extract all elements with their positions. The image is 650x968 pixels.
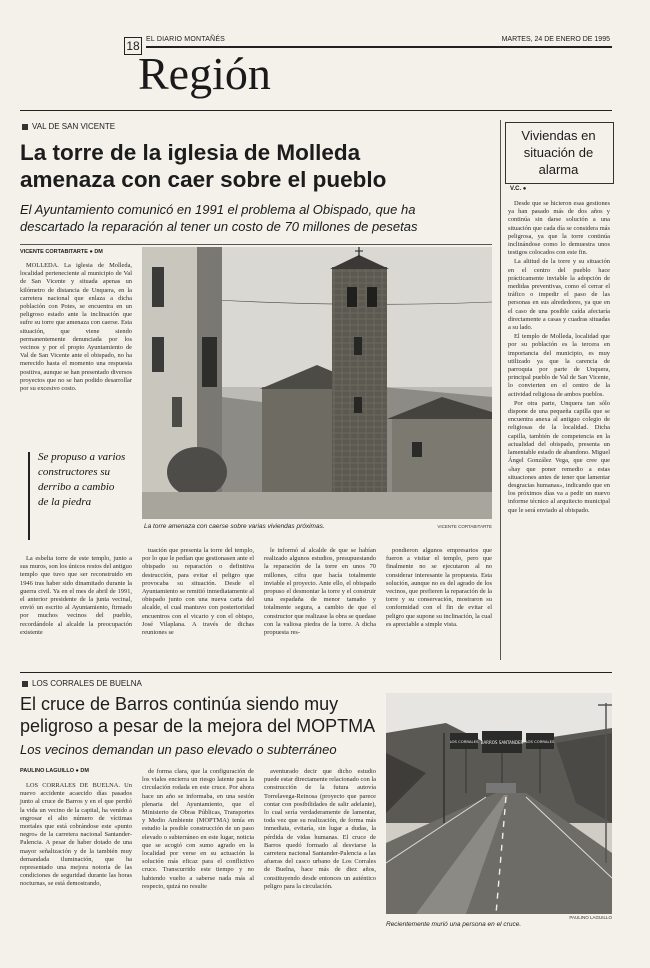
- kicker-square-icon: [22, 124, 28, 130]
- sign-left-label: LOS CORRALES: [449, 739, 479, 744]
- article2-col3: [264, 768, 376, 892]
- sidebar-paragraph-3: El templo de Molleda, localidad que por su población es la tercera en importancia del municipio, es muy utilizado ya que la carencia de parroquia por parte de Unquera, principal pueblo de Val de San Vicente, lo convierten en el centro de la actividad religiosa de ambos pueblos.: [508, 333, 610, 398]
- article2-top-rule: [20, 672, 612, 673]
- article2-byline-tag: DM: [80, 768, 89, 774]
- byline-rule: [20, 244, 492, 245]
- article1-col2: [142, 547, 254, 638]
- col2-paragraph: tuación que presenta la torre del templo, por lo que le pedían que gestionasen ante el obispado su reparación o definitiva destrucción, para evitar el peligro que provocaba su situación. Desde el Ayuntamiento se remitió inmediatamente al obispado junto con una nueva carta del alcalde, el cual mantuvo con posterioridad encuentros con el vicario y con el obispo, José Vilaplana. A través de dichas reuniones se: [142, 547, 254, 637]
- article2-subhead: Los vecinos demandan un paso elevado o subterráneo: [20, 742, 337, 757]
- sidebar-paragraph-4: Por otra parte, Unquera tan sólo dispone de una pequeña capilla que se encuentra anexa al antiguo colegio de religiosas de la localidad. Dicha capilla, también de competencia en la actualidad del obispado, presenta un lamentable estado de abandono. Miguel Ángel González Vega, que cree que «hay que poner remedio a estas situaciones antes de tener que lamentar desgracias humanas», indicando que en los próximos días va a pedir un nuevo informe técnico al arquitecto municipal que le será enviado al obispado.: [508, 399, 610, 514]
- article1-col1: [20, 555, 132, 638]
- sidebar-title-2: situación de: [523, 145, 594, 160]
- article2-col1: [20, 782, 132, 890]
- crossroad-photo: [386, 693, 612, 914]
- article2-col2-paragraph: de forma clara, que la configuración de los viales encierra un riesgo latente para la circulación rodada en este cruce. Por ahora hace un año se informaba, en una sesión plenaria del Ayuntamiento, que el Ministerio de Obras Públicas, Transportes y Medio Ambiente (MOPTMA) tenía en estudio la posible construcción de un paso elevado o subterráneo en este lugar, noticia que se acogió con sumo agrado en la localidad por verse en su actuación la solución más eficaz para el conflictivo cruce. Transcurrido este tiempo y no habiendo vuelto a saberse nada más al respecto, quizá no resulte: [142, 768, 254, 890]
- article2-byline-name: PAULINO LAGUILLO: [20, 768, 74, 774]
- newspaper-name: EL DIARIO MONTAÑÉS: [146, 36, 226, 43]
- article1-headline-1: La torre de la iglesia de Molleda: [20, 140, 361, 165]
- section-rule: [20, 110, 612, 111]
- byline-tag: DM: [94, 249, 103, 255]
- sign-center-label: BARROS SANTANDER: [480, 740, 524, 745]
- sidebar-byline-dot-icon: ●: [522, 186, 527, 192]
- article1-kicker: VAL DE SAN VICENTE: [32, 122, 116, 131]
- sidebar-byline: [510, 186, 526, 192]
- issue-date: MARTES, 24 DE ENERO DE 1995: [501, 36, 610, 43]
- sidebar-body: [508, 200, 610, 516]
- church-photo: [142, 247, 492, 519]
- sidebar-paragraph-1: Desde que se hicieron esas gestiones ya han pasado más de dos años y continúa sin darse solución a una situación que cada día se considera más peligrosa, ya que la torre continúa inclinándose como lo demuestra unos testigos colocados con este fin.: [508, 200, 610, 257]
- article2-col3-paragraph: aventurado decir que dicho estudio puede estar directamente relacionado con la construcción de la futura autovía Torrelavega-Reinosa (proyecto que parece contar con posibilidades de salir adelante), lo cual sería verdaderamente de lamentar, toda vez que su realización, de forma más inmediata, evitaría, sin lugar a dudas, la pérdida de vidas humanas. El cruce de Barros quedó formado al desviarse la carretera nacional Santander-Palencia a las afueras del casco urbano de Los Corrales de Buelna, hace más de diez años, constituyendo desde entonces un auténtico peligro para la circulación.: [264, 768, 376, 890]
- article2-byline-dot-icon: ●: [75, 768, 79, 774]
- article1-col3: [264, 547, 376, 638]
- church-photo-credit: VICENTE CORTABITARTE: [437, 524, 492, 529]
- article2-col2: [142, 768, 254, 892]
- kicker2-square-icon: [22, 681, 28, 687]
- pullquote: Se propuso a varios constructores su derribo a cambio de la piedra: [38, 451, 126, 508]
- article1-subhead-1: El Ayuntamiento comunicó en 1991 el problema al Obispado, que ha: [20, 202, 416, 217]
- sidebar-divider: [500, 120, 501, 660]
- article2-col1-paragraph: LOS CORRALES DE BUELNA. Un nuevo accidente acaecido días pasados junto al cruce de Barros y en el que perdió la vida un vecino de la capital, ha venido a engrosar el alto número de víctimas mortales que está cobrándose este «punto negro» de la carretera nacional Santander-Palencia. A pesar de haber dotado de una mayor señalización y de la también muy demandada iluminación, que ha representado una mejora notoria de las condiciones de seguridad durante las horas nocturnas, se está demostrando,: [20, 782, 132, 888]
- article2-kicker: LOS CORRALES DE BUELNA: [32, 679, 142, 688]
- col1-paragraph: La esbelta torre de este templo, junto a sus muros, son los únicos restos del antiguo templo que tuvo que ser reconstruido en 1946 tras haber sido dinamitado durante la guerra civil. Ya en el mes de abril de 1991, el anterior presidente de la junta vecinal, envió un escrito al Ayuntamiento, firmado por muchos vecinos del pueblo, recordándole al alcalde la preocupación existente: [20, 555, 132, 636]
- sidebar-title-1: Viviendas en: [521, 128, 596, 143]
- pullquote-bar: [28, 452, 30, 540]
- byline-dot-icon: ●: [89, 249, 93, 255]
- intro-paragraph: MOLLEDA. La iglesia de Molleda, localidad perteneciente al municipio de Val de San Vicente y situada apenas un kilómetro de distancia de Unquera, en la carretera nacional que enlaza a dicha población con Potes, se encuentra en un peligroso estado ante la inclinación que sufre su torre que amenaza con caerse. Esta situación, que viene siendo permanentemente denunciada por los vecinos y por el propio Ayuntamiento de Val de San Vicente ante el obispado, no ha merecido hasta el momento una respuesta positiva, aunque se han presentado diversos proyectos que no se han podido desarrollar por su excesivo costo.: [20, 262, 132, 393]
- article1-intro: [20, 262, 132, 394]
- crossroad-photo-credit: PAULINO LAGUILLO: [569, 915, 612, 920]
- crossroad-illustration: [386, 693, 612, 914]
- article1-headline-2: amenaza con caer sobre el pueblo: [20, 167, 387, 192]
- sign-right-label: LOS CORRALES: [525, 739, 555, 744]
- article2-byline: [20, 768, 89, 774]
- sidebar-title-3: alarma: [538, 162, 579, 177]
- church-photo-caption: La torre amenaza con caerse sobre varias viviendas próximas.: [144, 523, 325, 530]
- article1-byline: [20, 249, 103, 255]
- col4-paragraph: pondieron algunos empresarios que fueron a visitar el templo, pero que finalmente no se ejecutaron al no considerar interesante la propuesta. Esta solución, aunque no es del agrado de los vecinos, que prefieren la reparación de la torre y su conservación, mostraron su conformidad con el fin de evitar el peligro que supone su inclinación, la cual es apreciable a simple vista.: [386, 547, 492, 628]
- byline-name: VICENTE CORTABITARTE: [20, 249, 88, 255]
- church-illustration: [142, 247, 492, 519]
- article2-headline-2: peligroso a pesar de la mejora del MOPTMA: [20, 716, 376, 736]
- article1-col4: [386, 547, 492, 630]
- col3-paragraph: le informó al alcalde de que se habían realizado algunos estudios, presupuestando la reparación de la torre en unos 70 millones, cifra que hacía totalmente inviable el proyecto. Ante ello, el obispado propuso el desmontar la torre y el construir una espadaña de menor tamaño y totalmente segura, a cambio de que el constructor que realizase la obra se quedase con la valiosa piedra de la torre. A dicha propuesta res-: [264, 547, 376, 637]
- crossroad-photo-caption: Recientemente murió una persona en el cruce.: [386, 921, 522, 928]
- section-title: Región: [138, 48, 271, 99]
- sidebar-paragraph-2: La altitud de la torre y su situación en el centro del pueblo hace prácticamente inviable la adopción de medidas preventivas, como el cerrar el tráfico o impedir el paso de las personas en sus alrededores, ya que en el caso de una posible caída afectaría directamente a casas y cuadras situadas a su lado.: [508, 258, 610, 332]
- sidebar-byline-name: V.C.: [510, 186, 522, 192]
- article2-headline-1: El cruce de Barros continúa siendo muy: [20, 694, 339, 714]
- article1-subhead-2: descartado la reparación al tener un costo de 70 millones de pesetas: [20, 219, 418, 234]
- page-number: 18: [124, 37, 142, 55]
